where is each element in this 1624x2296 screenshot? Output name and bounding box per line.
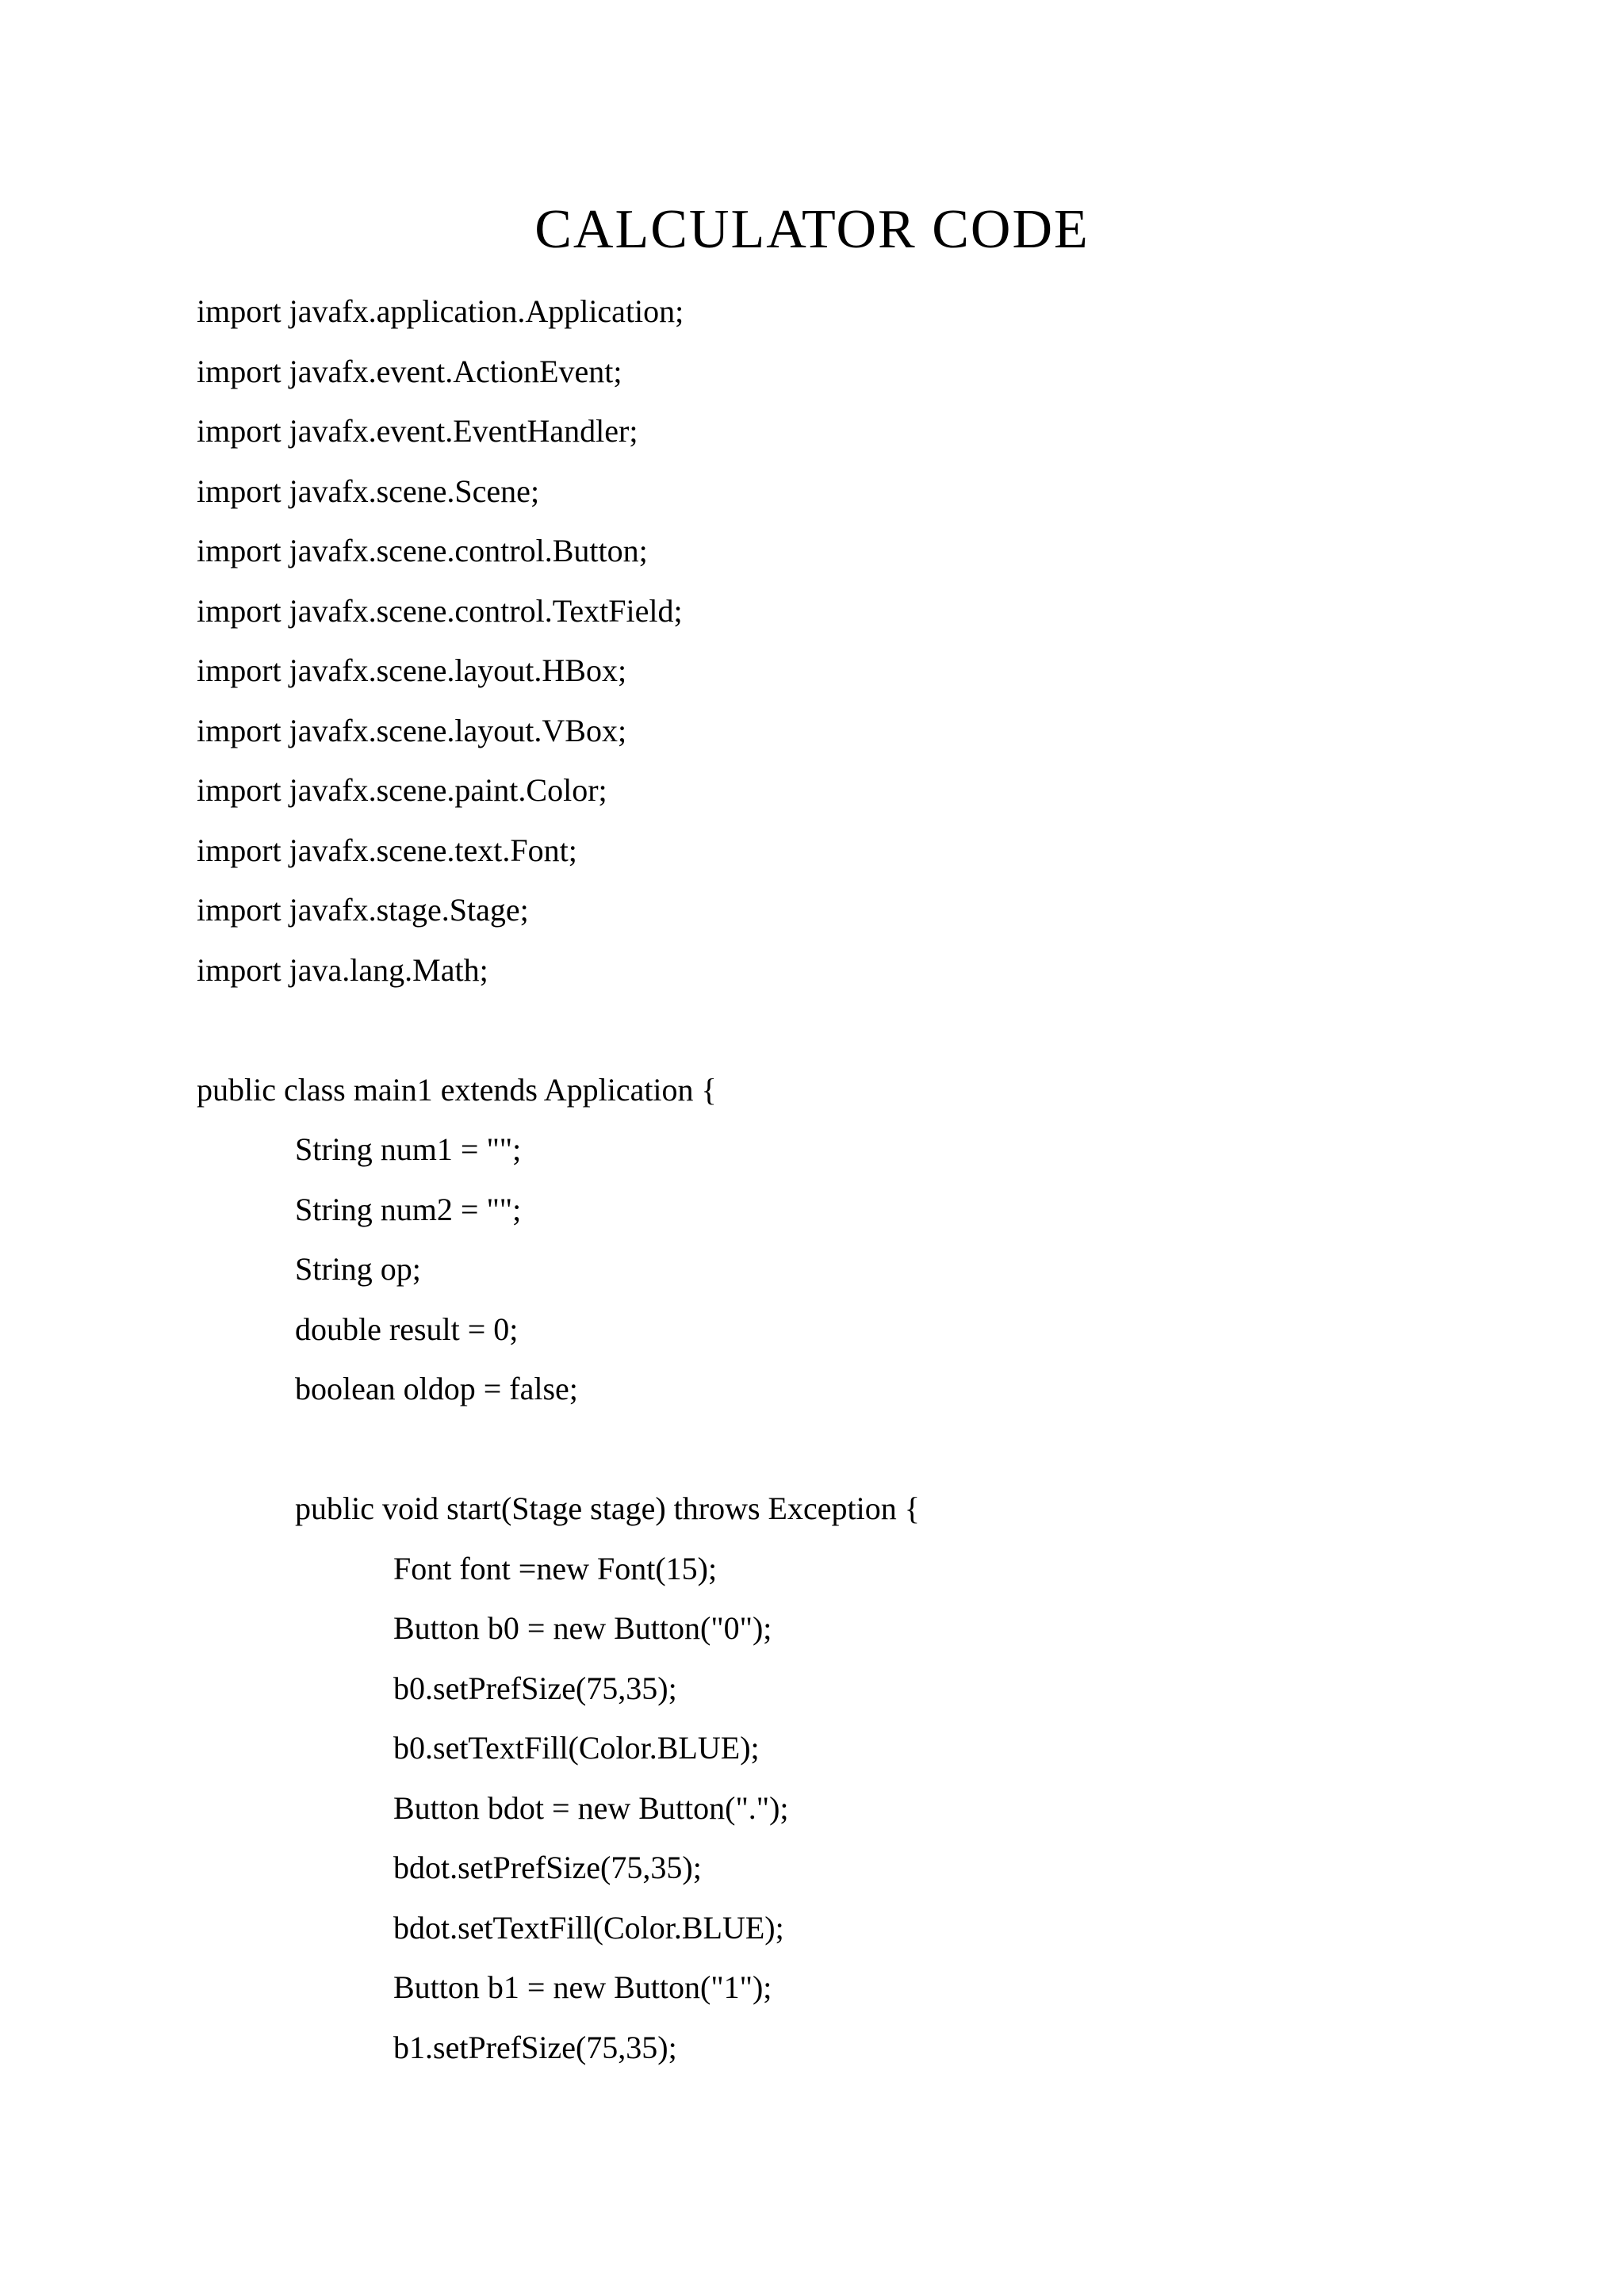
code-line: bdot.setTextFill(Color.BLUE); (393, 1909, 784, 1946)
code-line: String num2 = ""; (295, 1191, 522, 1227)
blank-line (197, 1000, 1545, 1060)
code-line: Button b1 = new Button("1"); (393, 1969, 772, 2005)
code-line: b0.setPrefSize(75,35); (393, 1670, 677, 1706)
code-line: public class main1 extends Application { (197, 1071, 717, 1108)
code-line: import javafx.scene.paint.Color; (197, 772, 607, 808)
code-line: Font font =new Font(15); (393, 1550, 718, 1586)
code-line: import javafx.scene.Scene; (197, 473, 540, 509)
code-line: import java.lang.Math; (197, 951, 488, 988)
code-block (197, 281, 1545, 2077)
code-line: b1.setPrefSize(75,35); (393, 2029, 677, 2065)
code-line: import javafx.scene.layout.HBox; (197, 652, 627, 688)
code-line: import javafx.application.Application; (197, 293, 684, 329)
code-line: import javafx.event.EventHandler; (197, 413, 638, 449)
code-line: import javafx.scene.control.TextField; (197, 592, 683, 629)
code-line: String num1 = ""; (295, 1131, 522, 1167)
code-line: public void start(Stage stage) throws Exception { (295, 1490, 920, 1526)
page-title: CALCULATOR CODE (534, 199, 1090, 260)
code-line: import javafx.event.ActionEvent; (197, 353, 622, 389)
code-line: Button bdot = new Button("."); (393, 1789, 789, 1826)
code-line: import javafx.scene.layout.VBox; (197, 712, 627, 748)
code-line: import javafx.scene.text.Font; (197, 832, 577, 868)
code-line: b0.setTextFill(Color.BLUE); (393, 1730, 760, 1766)
code-line: import javafx.stage.Stage; (197, 892, 529, 928)
code-line: String op; (295, 1251, 421, 1287)
code-line: Button b0 = new Button("0"); (393, 1610, 772, 1646)
code-line: boolean oldop = false; (295, 1371, 578, 1406)
blank-line (197, 1419, 1545, 1479)
code-line: import javafx.scene.control.Button; (197, 533, 648, 568)
code-line: bdot.setPrefSize(75,35); (393, 1850, 702, 1885)
code-line: double result = 0; (295, 1311, 519, 1347)
